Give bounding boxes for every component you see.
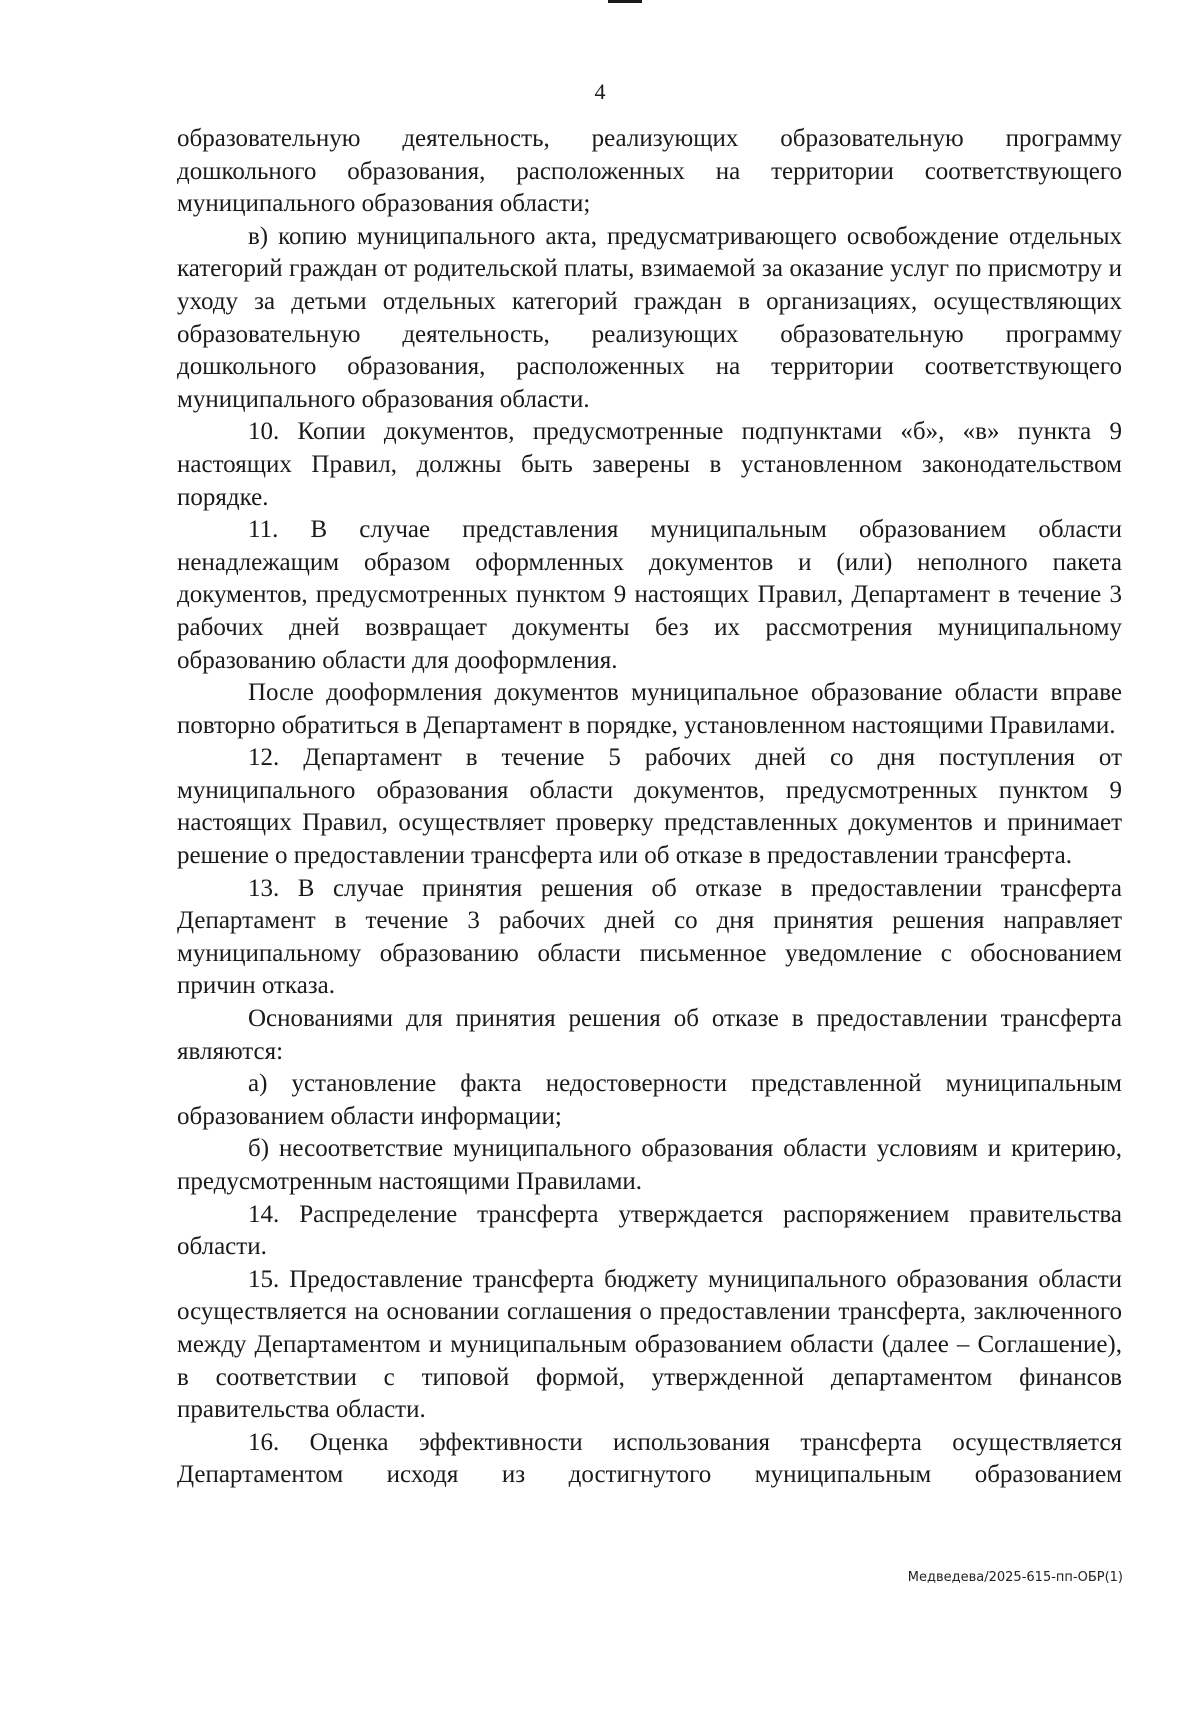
paragraph-10: 10. Копии документов, предусмотренные подпунктами «б», «в» пункта 9 настоящих Правил, должны быть заверены в установленном законодательством порядке.	[177, 418, 1122, 511]
paragraph-refusal-grounds: Основаниями для принятия решения об отказе в предоставлении трансферта являются:	[177, 1005, 1122, 1065]
document-code-footer: Медведева/2025-615-пп-ОБР(1)	[907, 1570, 1123, 1585]
paragraph-16: 16. Оценка эффективности использования трансферта осуществляется Департаментом исходя из достигнутого муниципальным образованием	[177, 1428, 1122, 1489]
paragraph-12: 12. Департамент в течение 5 рабочих дней со дня поступления от муниципального образования области документов, предусмотренных пунктом 9 настоящих Правил, осуществляет проверку представленных документов и принимает решение о предоставлении трансферта или об отказе в предоставлении трансферта.	[177, 744, 1122, 870]
paragraph-ground-b: б) несоответствие муниципального образования области условиям и критерию, предусмотренным настоящими Правилами.	[177, 1135, 1122, 1195]
paragraph-after-reformatting: После дооформления документов муниципальное образование области вправе повторно обратиться в Департамент в порядке, установленном настоящими Правилами.	[177, 679, 1122, 739]
page-number: 4	[594, 79, 606, 104]
paragraph-11: 11. В случае представления муниципальным образованием области ненадлежащим образом оформленных документов и (или) неполного пакета документов, предусмотренных пунктом 9 настоящих Правил, Департамент в течение 3 рабочих дней возвращает документы без их рассмотрения муниципальному образованию области для дооформления.	[177, 516, 1122, 674]
paragraph-14: 14. Распределение трансферта утверждается распоряжением правительства области.	[177, 1200, 1122, 1261]
paragraph-item-v: в) копию муниципального акта, предусматривающего освобождение отдельных категорий граждан от родительской платы, взимаемой за оказание услуг по присмотру и уходу за детьми отдельных категорий граждан в организациях, осуществляющих образовательную деятельность, реализующих образовательную программу дошкольного образования, расположенных на территории соответствующего муниципального образования области.	[177, 222, 1122, 413]
top-edge-mark	[608, 0, 642, 3]
paragraph-15: 15. Предоставление трансферта бюджету муниципального образования области осуществляется на основании соглашения о предоставлении трансферта, заключенного между Департаментом и муниципальным образованием области (далее – Соглашение), в соответствии с типовой формой, утвержденной департаментом финансов правительства области.	[177, 1265, 1122, 1424]
document-body	[177, 123, 1122, 1492]
paragraph-ground-a: а) установление факта недостоверности представленной муниципальным образованием области информации;	[177, 1070, 1122, 1130]
paragraph-continuation: образовательную деятельность, реализующих образовательную программу дошкольного образования, расположенных на территории соответствующего муниципального образования области;	[177, 125, 1122, 218]
paragraph-13: 13. В случае принятия решения об отказе в предоставлении трансферта Департамент в течение 3 рабочих дней со дня принятия решения направляет муниципальному образованию области письменное уведомление с обоснованием причин отказа.	[177, 874, 1122, 1000]
